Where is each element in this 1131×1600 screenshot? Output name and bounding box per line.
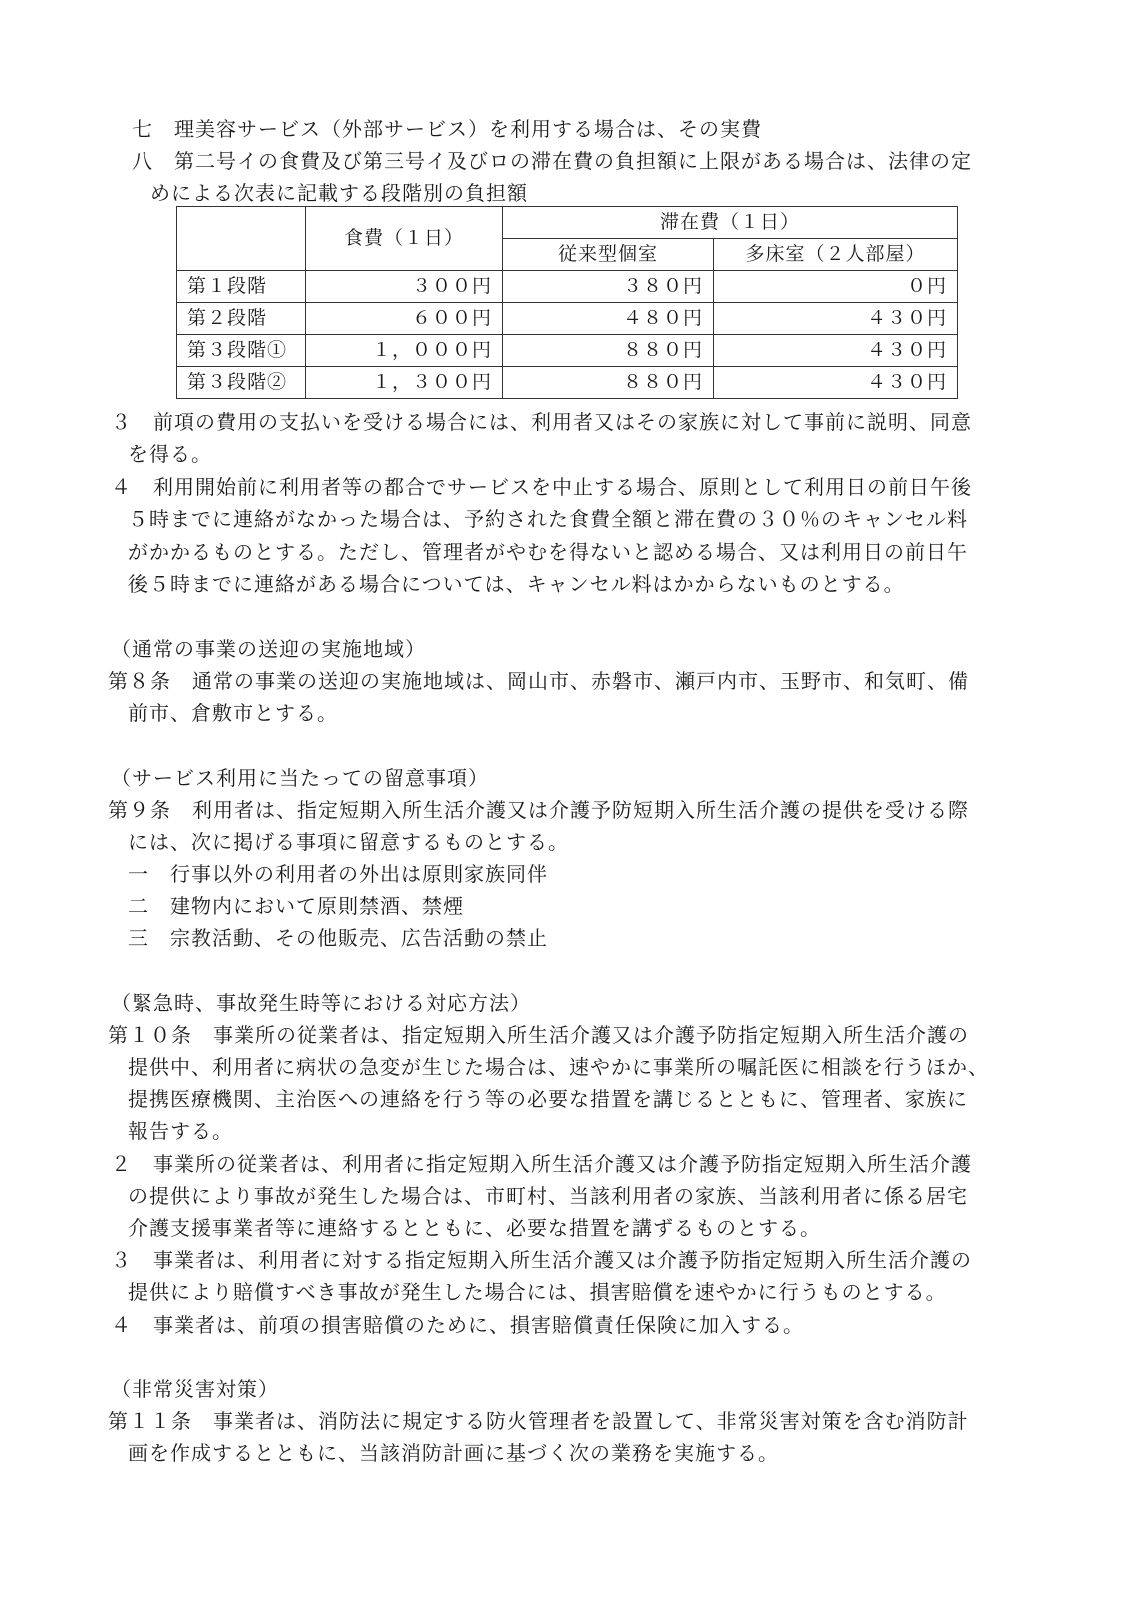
header-food: 食費（１日） (306, 207, 503, 271)
private-cell: ４８０円 (503, 303, 714, 335)
table-header-row (177, 207, 958, 239)
private-cell: ８８０円 (503, 335, 714, 367)
private-cell: ８８０円 (503, 367, 714, 399)
clause-4-cont-1: ５時までに連絡がなかった場合は、予約された食費全額と滞在費の３０％のキャンセル料 (128, 507, 968, 531)
header-empty-cell (177, 207, 306, 271)
food-cell: ３００円 (306, 271, 503, 303)
multi-cell: ０円 (714, 271, 958, 303)
article-10: 第１０条 事業所の従業者は、指定短期入所生活介護又は介護予防指定短期入所生活介護の (108, 1023, 969, 1047)
clause-3-cont: を得る。 (128, 442, 212, 466)
food-cell: ６００円 (306, 303, 503, 335)
article-10-cont-2: 提携医療機関、主治医への連絡を行う等の必要な措置を講じるとともに、管理者、家族に (128, 1087, 968, 1111)
multi-cell: ４３０円 (714, 367, 958, 399)
header-stay: 滞在費（１日） (503, 207, 958, 239)
article-10-cont-3: 報告する。 (128, 1119, 233, 1143)
clause-4-cont-3: 後５時までに連絡がある場合については、キャンセル料はかからないものとする。 (128, 572, 905, 596)
stage-cell: 第３段階① (177, 335, 306, 367)
multi-cell: ４３０円 (714, 335, 958, 367)
stage-cell: 第１段階 (177, 271, 306, 303)
article-9-cont: には、次に掲げる事項に留意するものとする。 (128, 830, 569, 854)
stage-cell: 第２段階 (177, 303, 306, 335)
article-10-para-2-cont-2: 介護支援事業者等に連絡するとともに、必要な措置を講ずるものとする。 (128, 1216, 821, 1240)
article-9-item-2: 二 建物内において原則禁酒、禁煙 (128, 894, 464, 918)
article-9-item-3: 三 宗教活動、その他販売、広告活動の禁止 (128, 926, 548, 950)
food-cell: １，３００円 (306, 367, 503, 399)
article-10-para-2: ２ 事業所の従業者は、利用者に指定短期入所生活介護又は介護予防指定短期入所生活介護 (111, 1152, 972, 1176)
heading-emergency: （緊急時、事故発生時等における対応方法） (111, 991, 531, 1015)
food-cell: １，０００円 (306, 335, 503, 367)
header-multi-room: 多床室（２人部屋） (714, 239, 958, 271)
article-10-para-4: ４ 事業者は、前項の損害賠償のために、損害賠償責任保険に加入する。 (111, 1313, 804, 1337)
table-row (177, 271, 958, 303)
multi-cell: ４３０円 (714, 303, 958, 335)
private-cell: ３８０円 (503, 271, 714, 303)
table-row (177, 367, 958, 399)
heading-disaster: （非常災害対策） (111, 1377, 279, 1401)
article-8-cont: 前市、倉敷市とする。 (128, 701, 338, 725)
stage-cell: 第３段階② (177, 367, 306, 399)
heading-usage-notes: （サービス利用に当たっての留意事項） (111, 766, 489, 790)
item-8-cont: めによる次表に記載する段階別の負担額 (150, 181, 528, 205)
article-9-item-1: 一 行事以外の利用者の外出は原則家族同伴 (128, 862, 548, 886)
article-10-para-3: ３ 事業者は、利用者に対する指定短期入所生活介護又は介護予防指定短期入所生活介護の (111, 1248, 972, 1272)
clause-3: ３ 前項の費用の支払いを受ける場合には、利用者又はその家族に対して事前に説明、同意 (111, 410, 972, 434)
table-row (177, 303, 958, 335)
clause-4-cont-2: がかかるものとする。ただし、管理者がやむを得ないと認める場合、又は利用日の前日午 (128, 540, 968, 564)
table-row (177, 335, 958, 367)
article-8: 第８条 通常の事業の送迎の実施地域は、岡山市、赤磐市、瀬戸内市、玉野市、和気町、備 (108, 669, 969, 693)
article-11: 第１１条 事業者は、消防法に規定する防火管理者を設置して、非常災害対策を含む消防計 (108, 1409, 969, 1433)
article-10-para-3-cont: 提供により賠償すべき事故が発生した場合には、損害賠償を速やかに行うものとする。 (128, 1280, 947, 1304)
article-11-cont: 画を作成するとともに、当該消防計画に基づく次の業務を実施する。 (128, 1441, 779, 1465)
clause-4: ４ 利用開始前に利用者等の都合でサービスを中止する場合、原則として利用日の前日午後 (111, 475, 972, 499)
item-7: 七 理美容サービス（外部サービス）を利用する場合は、その実費 (132, 117, 762, 141)
fee-table (176, 206, 958, 399)
article-10-cont-1: 提供中、利用者に病状の急変が生じた場合は、速やかに事業所の嘱託医に相談を行うほか、 (128, 1055, 989, 1079)
header-private-room: 従来型個室 (503, 239, 714, 271)
heading-transport-area: （通常の事業の送迎の実施地域） (111, 637, 426, 661)
article-9: 第９条 利用者は、指定短期入所生活介護又は介護予防短期入所生活介護の提供を受ける際 (108, 798, 969, 822)
article-10-para-2-cont-1: の提供により事故が発生した場合は、市町村、当該利用者の家族、当該利用者に係る居宅 (128, 1184, 968, 1208)
item-8: 八 第二号イの食費及び第三号イ及びロの滞在費の負担額に上限がある場合は、法律の定 (132, 149, 972, 173)
